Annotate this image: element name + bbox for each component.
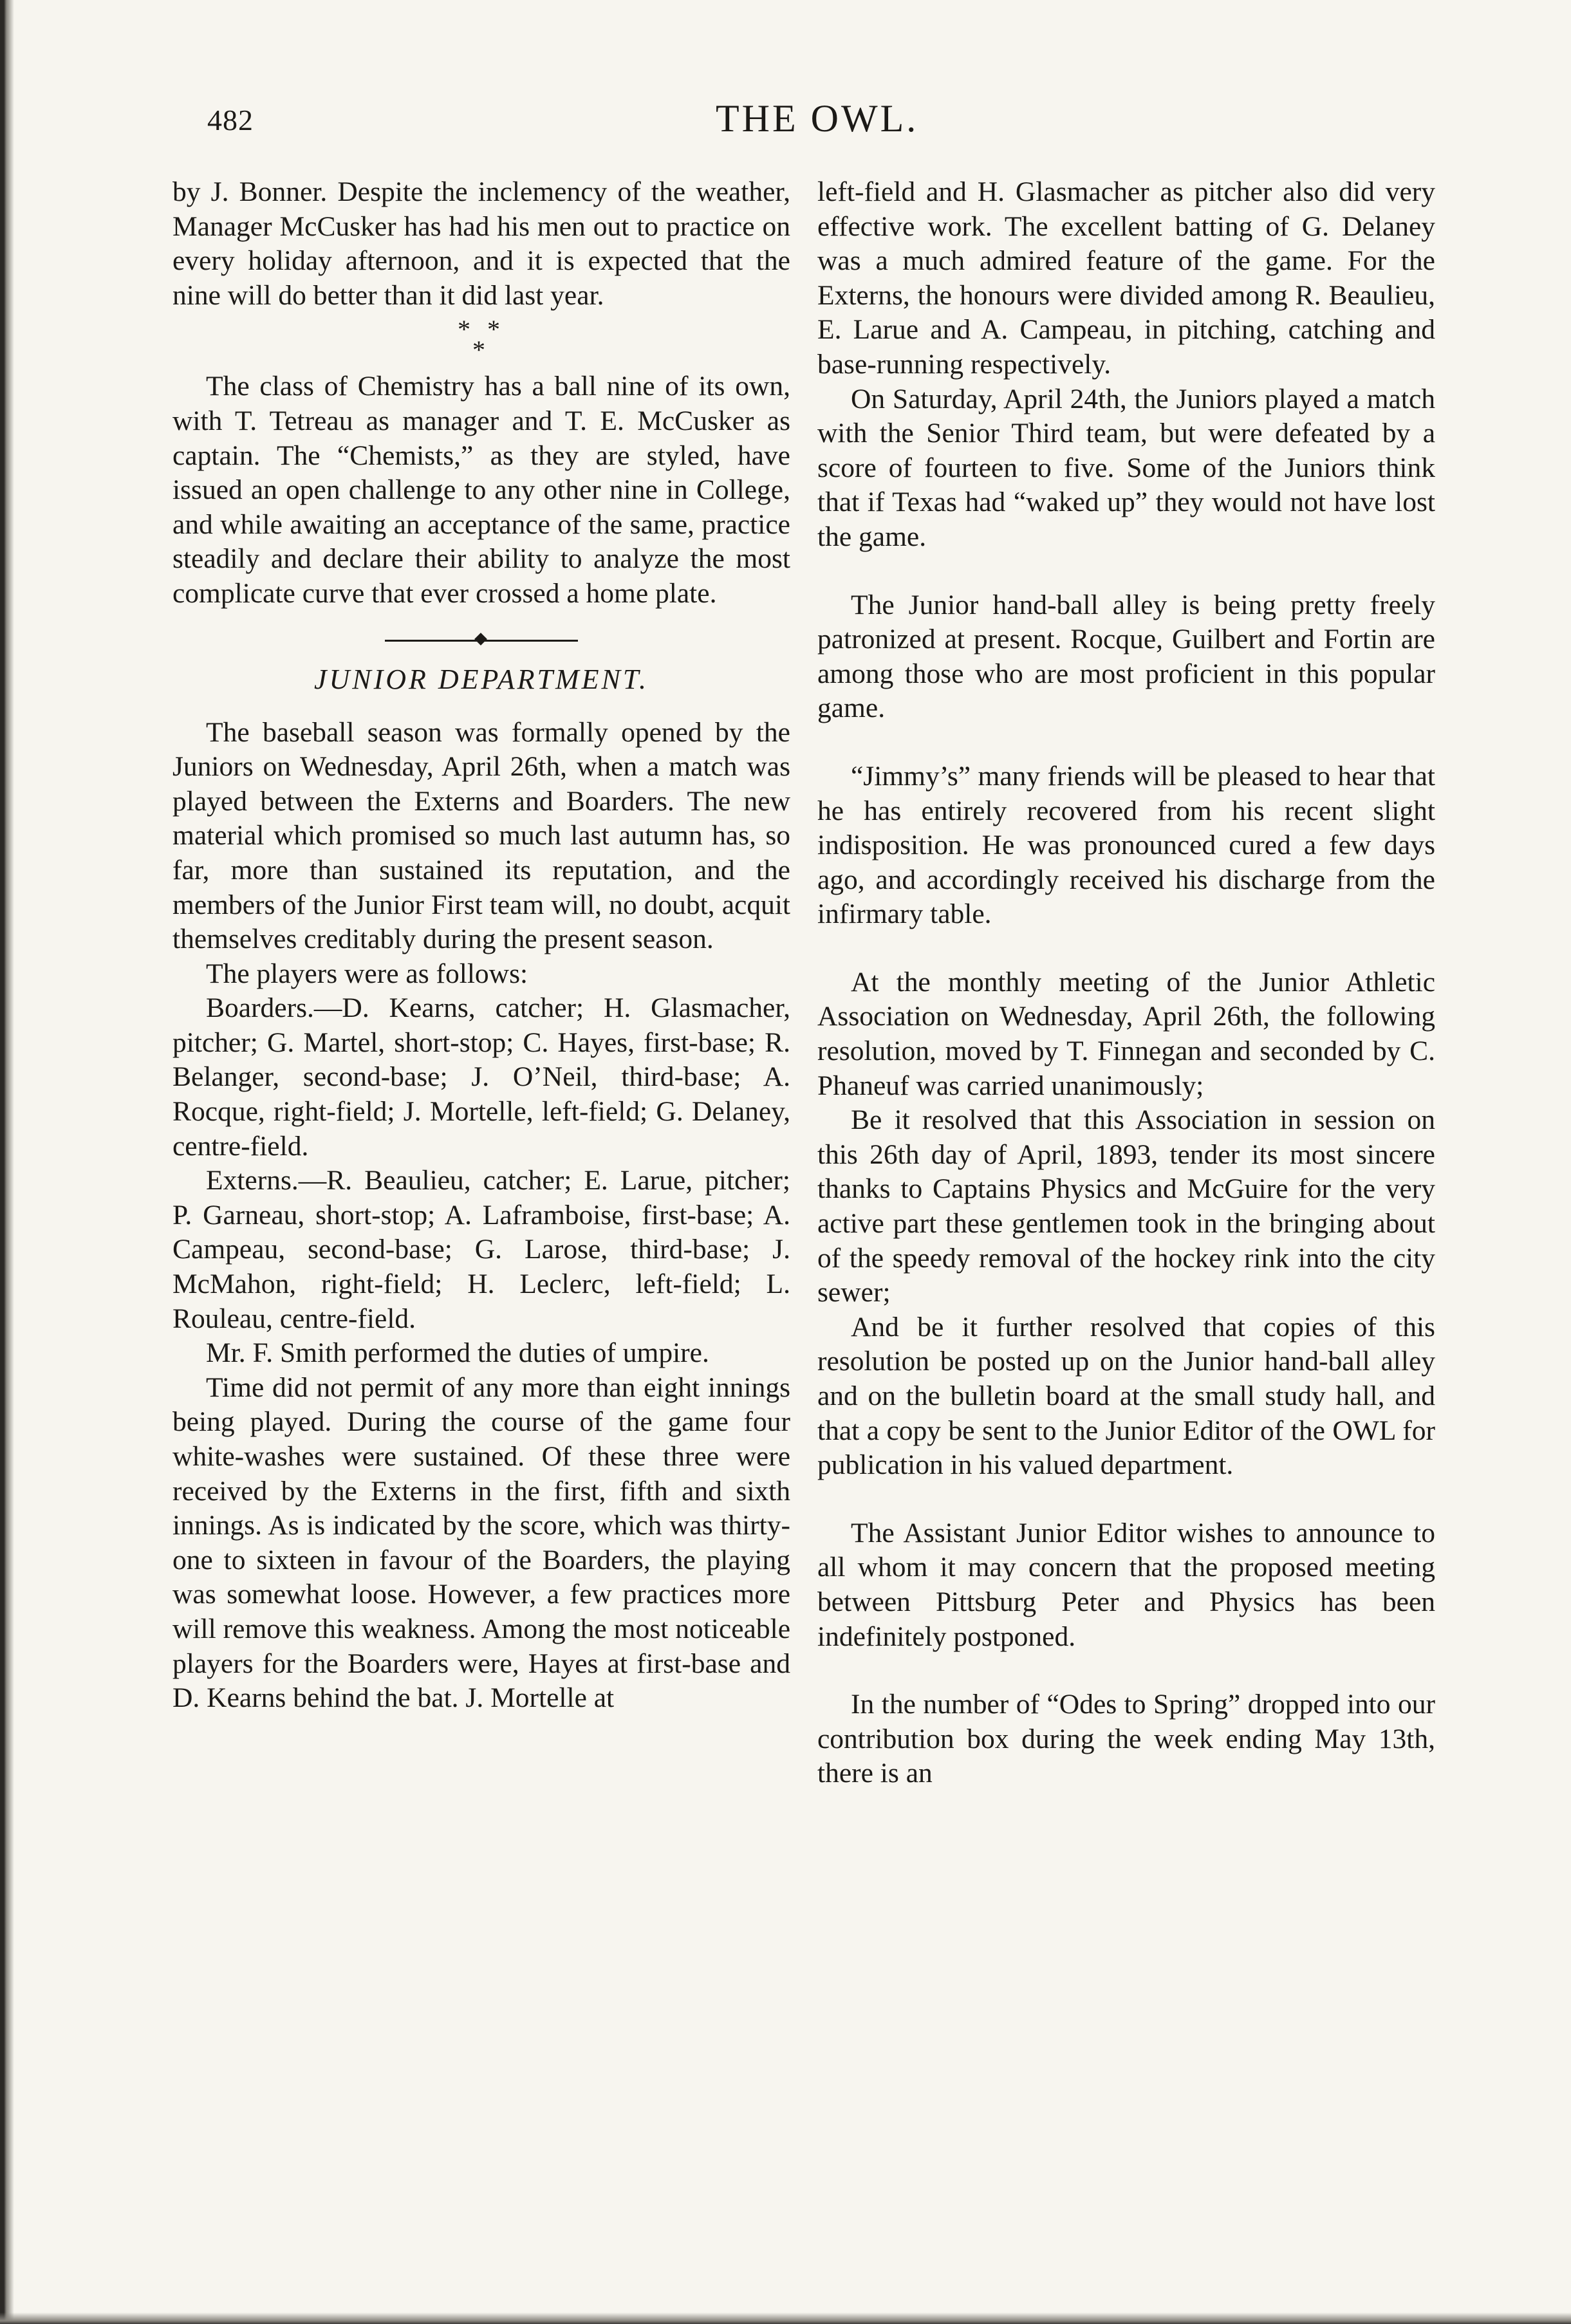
right-column — [817, 175, 1435, 1791]
section-heading: JUNIOR DEPARTMENT. — [313, 663, 649, 695]
paragraph: The Junior hand-ball alley is being pretty freely patronized at present. Rocque, Guilbert and Fortin are among those who are most proficient in this popular game. — [817, 589, 1435, 724]
spacer — [817, 726, 1435, 759]
spacer — [817, 1654, 1435, 1687]
scan-edge-bottom — [0, 2312, 1571, 2324]
spacer — [817, 555, 1435, 588]
spacer — [817, 1483, 1435, 1516]
paragraph: by J. Bonner. Despite the inclemency of the weather, Manager McCusker has had his men out to practice on every holiday afternoon, and it is expected that the nine will do better than it did last year. — [172, 176, 790, 311]
paragraph: At the monthly meeting of the Junior Athletic Association on Wednesday, April 26th, the following resolution, moved by T. Finnegan and seconded by C. Phaneuf was carried unanimously; — [817, 966, 1435, 1101]
paragraph: Externs.—R. Beaulieu, catcher; E. Larue, pitcher; P. Garneau, short-stop; A. Laframboise, first-base; A. Campeau, second-base; G. Larose, third-base; J. McMahon, right-field; H. Leclerc, left-field; L. Rouleau, centre-field. — [172, 1165, 790, 1334]
paragraph: The Assistant Junior Editor wishes to announce to all whom it may concern that the proposed meeting between Pittsburg Peter and Physics has been indefinitely postponed. — [817, 1517, 1435, 1652]
scan-edge-left — [0, 0, 14, 2324]
page-header — [207, 97, 1430, 154]
asterism-bottom: * — [472, 335, 490, 365]
paragraph: “Jimmy’s” many friends will be pleased to hear that he has entirely recovered from his recent slight indisposition. He was pronounced cured a few days ago, and accordingly received his discharge from the infirmary table. — [817, 760, 1435, 930]
paragraph: Be it resolved that this Association in session on this 26th day of April, 1893, tender its most sincere thanks to Captains Physics and McGuire for the very active part these gentlemen took in the bringing about of the speedy removal of the hockey rink into the city sewer; — [817, 1104, 1435, 1308]
paragraph: Mr. F. Smith performed the duties of umpire. — [206, 1337, 709, 1369]
paragraph: The baseball season was formally opened by the Juniors on Wednesday, April 26th, when a match was played between the Externs and Boarders. The new material which promised so much last autumn has, so far, more than sustained its reputation, and the members of the Junior First team will, no doubt, acquit themselves creditably during the present season. — [172, 716, 790, 955]
spacer — [817, 932, 1435, 965]
paragraph: The players were as follows: — [206, 958, 528, 989]
paragraph: The class of Chemistry has a ball nine of its own, with T. Tetreau as manager and T. E. McCusker as captain. The “Chemists,” as they are styled, have issued an open challenge to any other nine in College, and while awaiting an acceptance of the same, practice steadily and declare their ability to analyze the most complicate curve that ever crossed a home plate. — [172, 371, 790, 609]
asterism — [172, 315, 790, 365]
running-title: THE OWL. — [716, 97, 919, 140]
asterism-top: * * — [458, 315, 505, 344]
paragraph: Time did not permit of any more than eight innings being played. During the course of the game four white-washes were sustained. Of these three were received by the Externs in the first, fifth and sixth innings. As is indicated by the score, which was thirty-one to sixteen in favour of the Boarders, the playing was somewhat loose. However, a few practices more will remove this weakness. Among the most noticeable players for the Boarders were, Hayes at first-base and D. Kearns behind the bat. J. Mortelle at — [172, 1371, 790, 1714]
paragraph: Boarders.—D. Kearns, catcher; H. Glasmacher, pitcher; G. Martel, short-stop; C. Hayes, first-base; R. Belanger, second-base; J. O’Neil, third-base; A. Rocque, right-field; J. Mortelle, left-field; G. Delaney, centre-field. — [172, 992, 790, 1162]
paragraph: And be it further resolved that copies of this resolution be posted up on the Junior hand-ball alley and on the bulletin board at the small study hall, and that a copy be sent to the Junior Editor of the OWL for publication in his valued department. — [817, 1311, 1435, 1481]
page-number: 482 — [207, 104, 254, 136]
divider-diamond-icon — [474, 633, 487, 646]
paragraph: On Saturday, April 24th, the Juniors played a match with the Senior Third team, but were defeated by a score of fourteen to five. Some of the Juniors think that if Texas had “waked up” they would not have lost the game. — [817, 383, 1435, 552]
left-column — [172, 175, 790, 1716]
paragraph: left-field and H. Glasmacher as pitcher also did very effective work. The excellent batting of G. Delaney was a much admired feature of the game. For the Externs, the honours were divided among R. Beaulieu, E. Larue and A. Campeau, in pitching, catching and base-running respectively. — [817, 176, 1435, 380]
paragraph: In the number of “Odes to Spring” dropped into our contribution box during the week ending May 13th, there is an — [817, 1689, 1435, 1789]
section-divider — [172, 624, 790, 656]
